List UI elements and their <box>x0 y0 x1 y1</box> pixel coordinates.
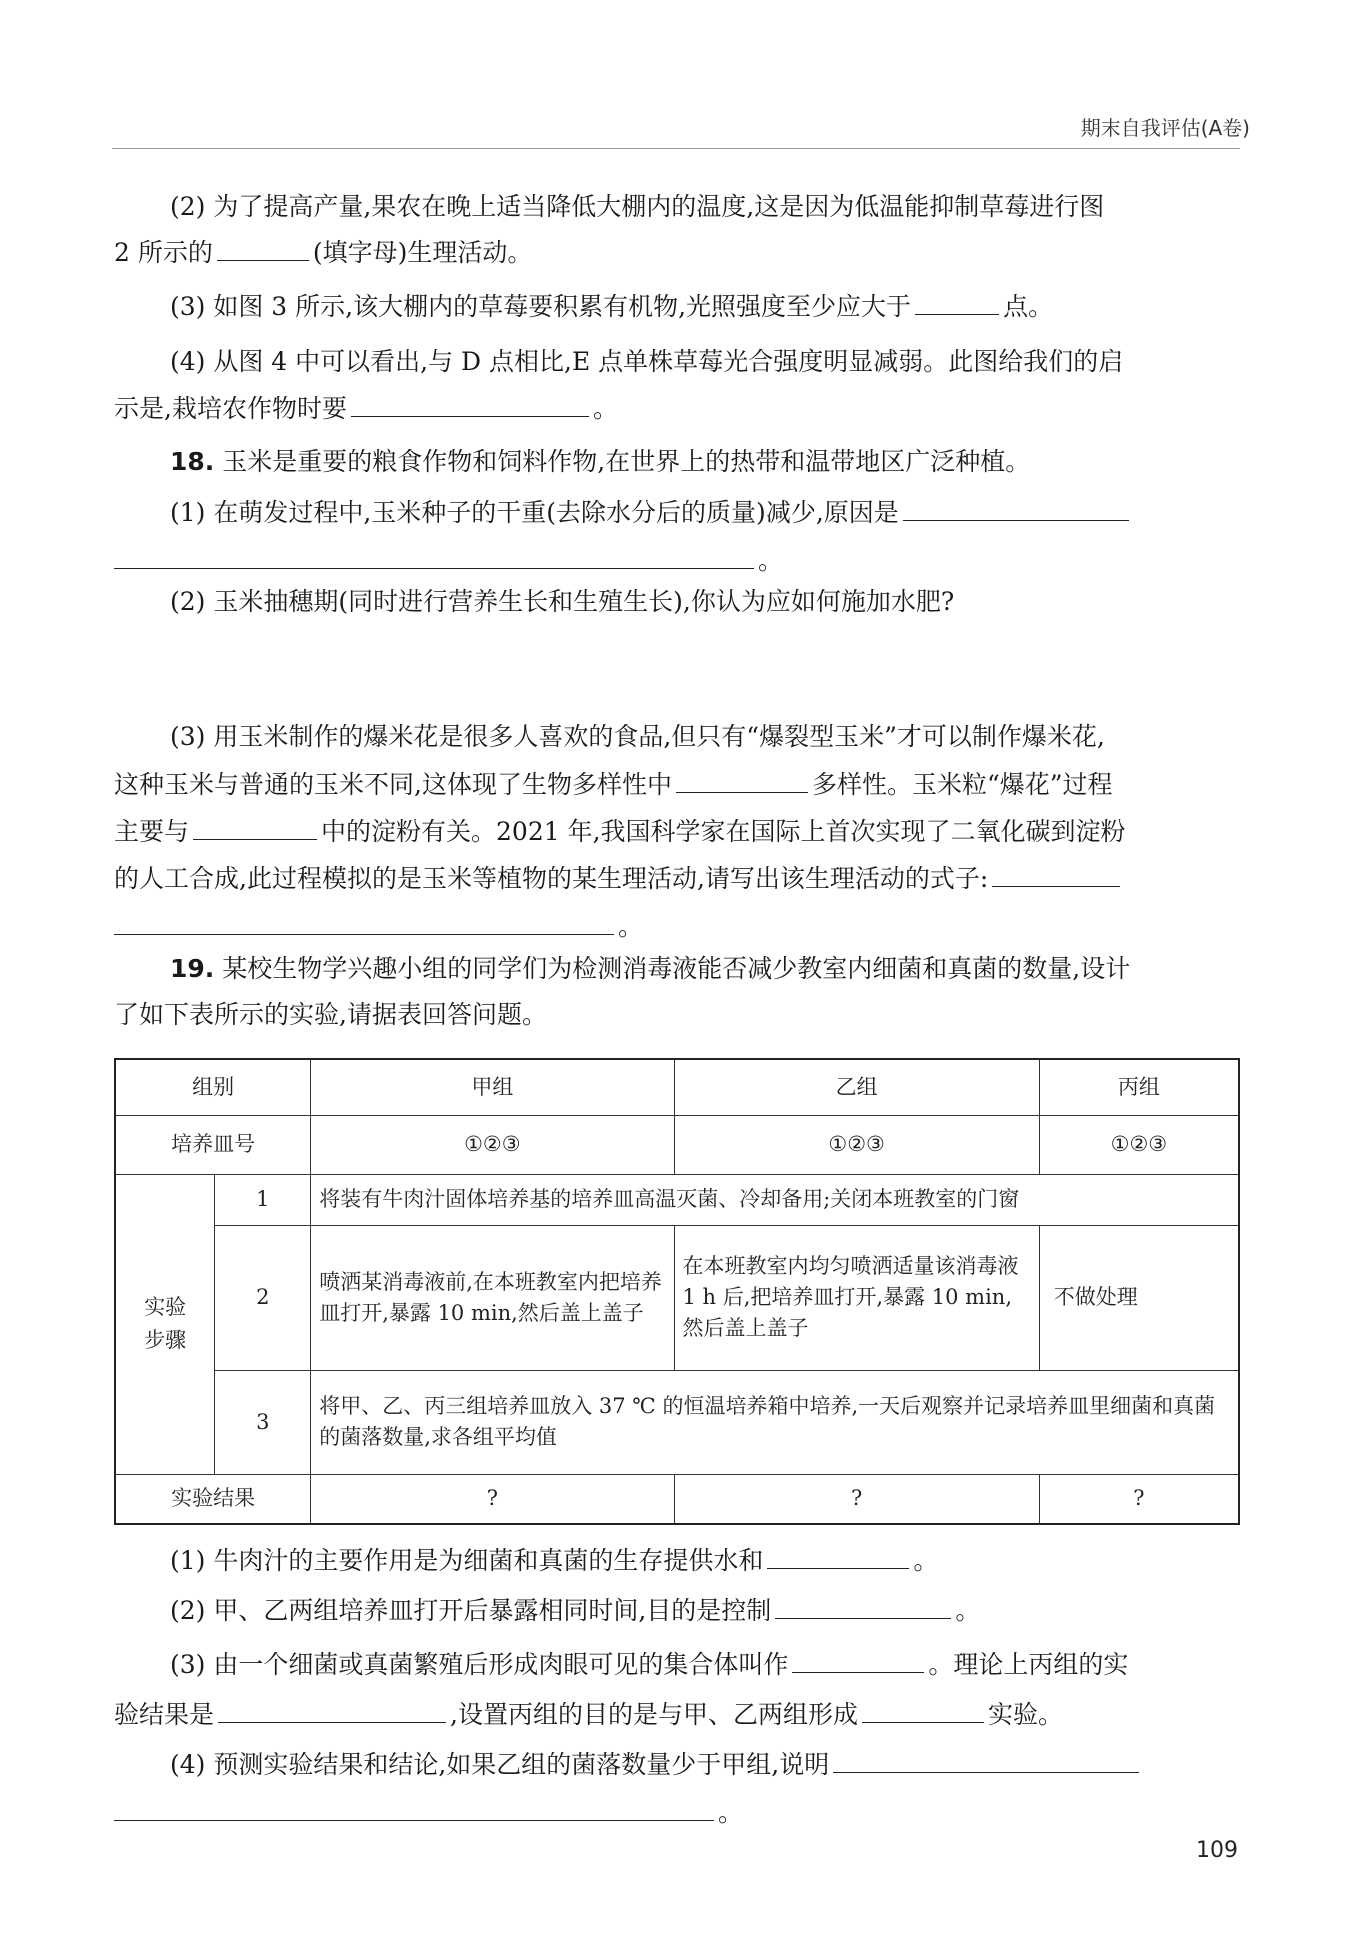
q18-part3-text-e: 的人工合成,此过程模拟的是玉米等植物的某生理活动,请写出该生理活动的式子: <box>114 864 989 893</box>
q18-part3-blank-b[interactable] <box>193 817 317 840</box>
q19-part3-blank-b[interactable] <box>218 1700 446 1723</box>
q18-part1-line2 <box>114 544 1240 578</box>
result-bing[interactable]: ? <box>1039 1474 1239 1524</box>
q19-part3-text-b: 。理论上丙组的实 <box>928 1650 1129 1679</box>
q18-part3-line2 <box>114 768 1240 802</box>
q17-part3-text-a: (3) 如图 3 所示,该大棚内的草莓要积累有机物,光照强度至少应大于 <box>170 292 912 321</box>
q17-part4-text-b: 。 <box>592 394 618 423</box>
q19-part2-blank[interactable] <box>775 1596 951 1619</box>
q19-part4-blank-b[interactable] <box>114 1798 714 1821</box>
dish-jia: ①②③ <box>311 1115 674 1174</box>
table-row-step3 <box>115 1370 1239 1474</box>
q19-stem-line1 <box>170 952 1240 986</box>
q18-part3-text-c: 主要与 <box>114 817 190 846</box>
q18-part3-line1: (3) 用玉米制作的爆米花是很多人喜欢的食品,但只有“爆裂型玉米”才可以制作爆米花, <box>170 722 1105 751</box>
header-rule <box>112 148 1240 149</box>
dish-label: 培养皿号 <box>115 1115 311 1174</box>
q17-part2-text-b: (填字母)生理活动。 <box>312 238 533 267</box>
result-jia[interactable]: ? <box>311 1474 674 1524</box>
q18-part3-line4 <box>114 862 1240 896</box>
header-group-bing: 丙组 <box>1039 1059 1239 1115</box>
q17-part4-line2 <box>114 392 1240 426</box>
q19-part4-text: (4) 预测实验结果和结论,如果乙组的菌落数量少于甲组,说明 <box>170 1750 830 1779</box>
q17-part4-text-a: 示是,栽培农作物时要 <box>114 394 347 423</box>
table-header-row <box>115 1059 1239 1115</box>
q19-stem-text-1: 某校生物学兴趣小组的同学们为检测消毒液能否减少教室内细菌和真菌的数量,设计 <box>222 954 1131 983</box>
q18-part1-text: (1) 在萌发过程中,玉米种子的干重(去除水分后的质量)减少,原因是 <box>170 498 899 527</box>
step2-jia: 喷洒某消毒液前,在本班教室内把培养皿打开,暴露 10 min,然后盖上盖子 <box>311 1225 674 1370</box>
table-row-dish <box>115 1115 1239 1174</box>
q19-part3-text-e: 实验。 <box>987 1700 1063 1729</box>
q17-part4-blank[interactable] <box>351 394 589 417</box>
q19-part3-line1 <box>170 1648 1240 1682</box>
step1-number: 1 <box>215 1174 311 1225</box>
page-header-title: 期末自我评估(A卷) <box>1080 116 1250 140</box>
q19-part1-blank[interactable] <box>767 1546 909 1569</box>
step3-number: 3 <box>215 1370 311 1474</box>
q19-part2-text: (2) 甲、乙两组培养皿打开后暴露相同时间,目的是控制 <box>170 1596 772 1625</box>
table-row-step2 <box>115 1225 1239 1370</box>
q18-part1-blank-b[interactable] <box>114 546 754 569</box>
q19-number: 19. <box>170 954 215 983</box>
q18-number: 18. <box>170 447 215 476</box>
q17-part2-text-a: 2 所示的 <box>114 238 213 267</box>
q18-stem-text: 玉米是重要的粮食作物和饲料作物,在世界上的热带和温带地区广泛种植。 <box>222 447 1031 476</box>
header-group-label: 组别 <box>115 1059 311 1115</box>
q19-part4-line1 <box>170 1748 1240 1782</box>
q18-part1-end: 。 <box>758 546 784 575</box>
q18-part3-end: 。 <box>618 912 644 941</box>
q18-part3-line3 <box>114 815 1240 849</box>
table-row-step1 <box>115 1174 1239 1225</box>
q17-part2-blank[interactable] <box>217 238 309 261</box>
q19-part2-end: 。 <box>955 1596 981 1625</box>
step1-text: 将装有牛肉汁固体培养基的培养皿高温灭菌、冷却备用;关闭本班教室的门窗 <box>311 1174 1239 1225</box>
q19-part3-blank-c[interactable] <box>862 1700 984 1723</box>
dish-bing: ①②③ <box>1039 1115 1239 1174</box>
q19-part1-end: 。 <box>913 1546 939 1575</box>
q18-part3-blank-d[interactable] <box>114 912 614 935</box>
q18-part3-blank-a[interactable] <box>676 770 808 793</box>
step2-number: 2 <box>215 1225 311 1370</box>
q19-part3-text-d: ,设置丙组的目的是与甲、乙两组形成 <box>450 1700 858 1729</box>
q19-part1-line <box>170 1544 1240 1578</box>
header-group-yi: 乙组 <box>674 1059 1039 1115</box>
dish-yi: ①②③ <box>674 1115 1039 1174</box>
q17-part3-line <box>170 290 1240 324</box>
q19-part1-text: (1) 牛肉汁的主要作用是为细菌和真菌的生存提供水和 <box>170 1546 764 1575</box>
step2-yi: 在本班教室内均匀喷洒适量该消毒液 1 h 后,把培养皿打开,暴露 10 min,然后盖上盖子 <box>674 1225 1039 1370</box>
q19-stem-line2: 了如下表所示的实验,请据表回答问题。 <box>114 1000 547 1029</box>
header-group-jia: 甲组 <box>311 1059 674 1115</box>
q17-part2-line1: (2) 为了提高产量,果农在晚上适当降低大棚内的温度,这是因为低温能抑制草莓进行图 <box>170 192 1105 221</box>
steps-label: 实验步骤 <box>115 1174 215 1474</box>
q17-part2-line2 <box>114 236 1240 270</box>
q18-part3-line5 <box>114 910 1240 944</box>
q17-part4-line1: (4) 从图 4 中可以看出,与 D 点相比,E 点单株草莓光合强度明显减弱。此图给我们的启 <box>170 347 1124 376</box>
q19-part3-blank-a[interactable] <box>792 1650 924 1673</box>
q19-part3-text-a: (3) 由一个细菌或真菌繁殖后形成肉眼可见的集合体叫作 <box>170 1650 789 1679</box>
result-yi[interactable]: ? <box>674 1474 1039 1524</box>
q18-part3-blank-c[interactable] <box>992 864 1120 887</box>
q18-part3-text-a: 这种玉米与普通的玉米不同,这体现了生物多样性中 <box>114 770 672 799</box>
q19-part4-blank-a[interactable] <box>833 1750 1139 1773</box>
q17-part3-blank[interactable] <box>915 292 999 315</box>
q17-part3-text-b: 点。 <box>1003 292 1054 321</box>
result-label: 实验结果 <box>115 1474 311 1524</box>
q18-stem <box>170 445 1240 479</box>
page-number: 109 <box>1196 1838 1238 1863</box>
step3-text: 将甲、乙、丙三组培养皿放入 37 ℃ 的恒温培养箱中培养,一天后观察并记录培养皿里细菌和真菌的菌落数量,求各组平均值 <box>311 1370 1239 1474</box>
step2-bing: 不做处理 <box>1039 1225 1239 1370</box>
table-row-result <box>115 1474 1239 1524</box>
experiment-table <box>114 1058 1240 1525</box>
q19-part2-line <box>170 1594 1240 1628</box>
q19-part4-end: 。 <box>718 1798 744 1827</box>
q18-part3-text-d: 中的淀粉有关。2021 年,我国科学家在国际上首次实现了二氧化碳到淀粉 <box>321 817 1126 846</box>
q19-part3-text-c: 验结果是 <box>114 1700 215 1729</box>
q19-part4-line2 <box>114 1796 1240 1830</box>
q18-part1-blank-a[interactable] <box>903 498 1129 521</box>
q18-part2-line: (2) 玉米抽穗期(同时进行营养生长和生殖生长),你认为应如何施加水肥? <box>170 587 955 616</box>
q18-part1-line1 <box>170 496 1240 530</box>
q18-part3-text-b: 多样性。玉米粒“爆花”过程 <box>811 770 1113 799</box>
q19-part3-line2 <box>114 1698 1240 1732</box>
